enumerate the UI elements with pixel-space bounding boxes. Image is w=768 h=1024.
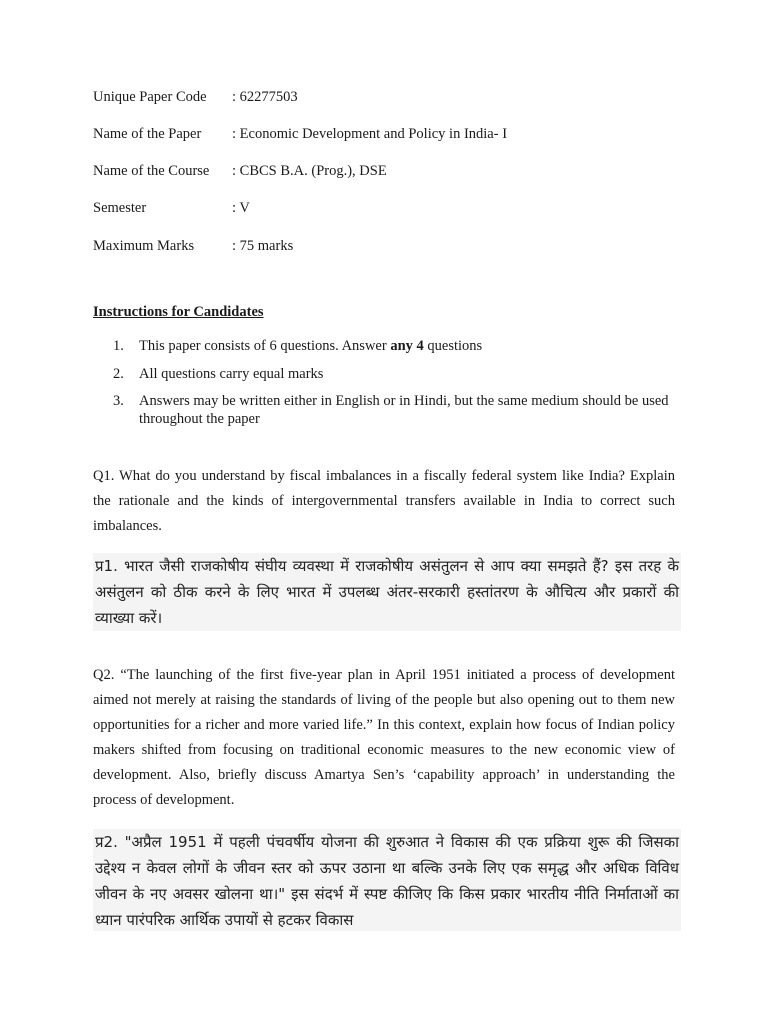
paper-name-label: Name of the Paper bbox=[93, 126, 202, 142]
paper-name-row bbox=[93, 125, 507, 143]
instruction-number: 2. bbox=[113, 366, 124, 382]
instruction-number: 3. bbox=[113, 393, 124, 409]
instruction-text-part: This paper consists of 6 questions. Answer bbox=[139, 338, 391, 354]
question-1-english: Q1. What do you understand by fiscal imbalances in a fiscally federal system like India? Explain the rationale and the kinds of intergovernmental transfers available in India to correct such imbalances. bbox=[93, 468, 675, 534]
course-name-value: : CBCS B.A. (Prog.), DSE bbox=[232, 163, 387, 179]
max-marks-row bbox=[93, 237, 293, 255]
paper-code-row bbox=[93, 88, 298, 106]
max-marks-label: Maximum Marks bbox=[93, 238, 195, 254]
semester-label: Semester bbox=[93, 200, 147, 216]
semester-value: : V bbox=[232, 200, 250, 216]
paper-code-label: Unique Paper Code bbox=[93, 89, 207, 105]
max-marks-value: : 75 marks bbox=[232, 238, 294, 254]
instruction-number: 1. bbox=[113, 338, 124, 354]
course-name-label: Name of the Course bbox=[93, 163, 210, 179]
instruction-bold-part: any 4 bbox=[390, 338, 424, 354]
paper-code-value: : 62277503 bbox=[232, 89, 298, 105]
instruction-text bbox=[139, 337, 679, 355]
question-2-hindi: प्र2. "अप्रैल 1951 में पहली पंचवर्षीय योजना की शुरुआत ने विकास की एक प्रक्रिया शुरू की जिसका उद्देश्य न केवल लोगों के जीवन स्तर को ऊपर उठाना था बल्कि उनके लिए एक समृद्ध और अधिक विविध जीवन के नए अवसर खोलना था।" इस संदर्भ में स्पष्ट कीजिए कि किस प्रकार भारतीय नीति निर्माताओं का ध्यान पारंपरिक आर्थिक उपायों से हटकर विकास bbox=[93, 829, 681, 931]
question-2-english: Q2. “The launching of the first five-year plan in April 1951 initiated a process of development aimed not merely at raising the standards of living of the people but also opening out to them new opportunities for a richer and more varied life.” In this context, explain how focus of Indian policy makers shifted from focusing on traditional economic measures to the new economic view of development. Also, briefly discuss Amartya Sen’s ‘capability approach’ in understanding the process of development. bbox=[93, 667, 675, 808]
paper-name-value: : Economic Development and Policy in India- I bbox=[232, 126, 508, 142]
instruction-text: All questions carry equal marks bbox=[139, 366, 324, 382]
instructions-heading: Instructions for Candidates bbox=[93, 304, 264, 320]
question-1-hindi: प्र1. भारत जैसी राजकोषीय संघीय व्यवस्था में राजकोषीय असंतुलन से आप क्या समझते हैं? इस तरह के असंतुलन को ठीक करने के लिए भारत में उपलब्ध अंतर-सरकारी हस्तांतरण के औचित्य और प्रकारों की व्याख्या करें। bbox=[93, 553, 681, 631]
course-name-row bbox=[93, 162, 387, 180]
instruction-text-part: questions bbox=[423, 338, 483, 354]
semester-row bbox=[93, 199, 250, 217]
instruction-text: Answers may be written either in English or in Hindi, but the same medium should be used throughout the paper bbox=[139, 393, 669, 427]
